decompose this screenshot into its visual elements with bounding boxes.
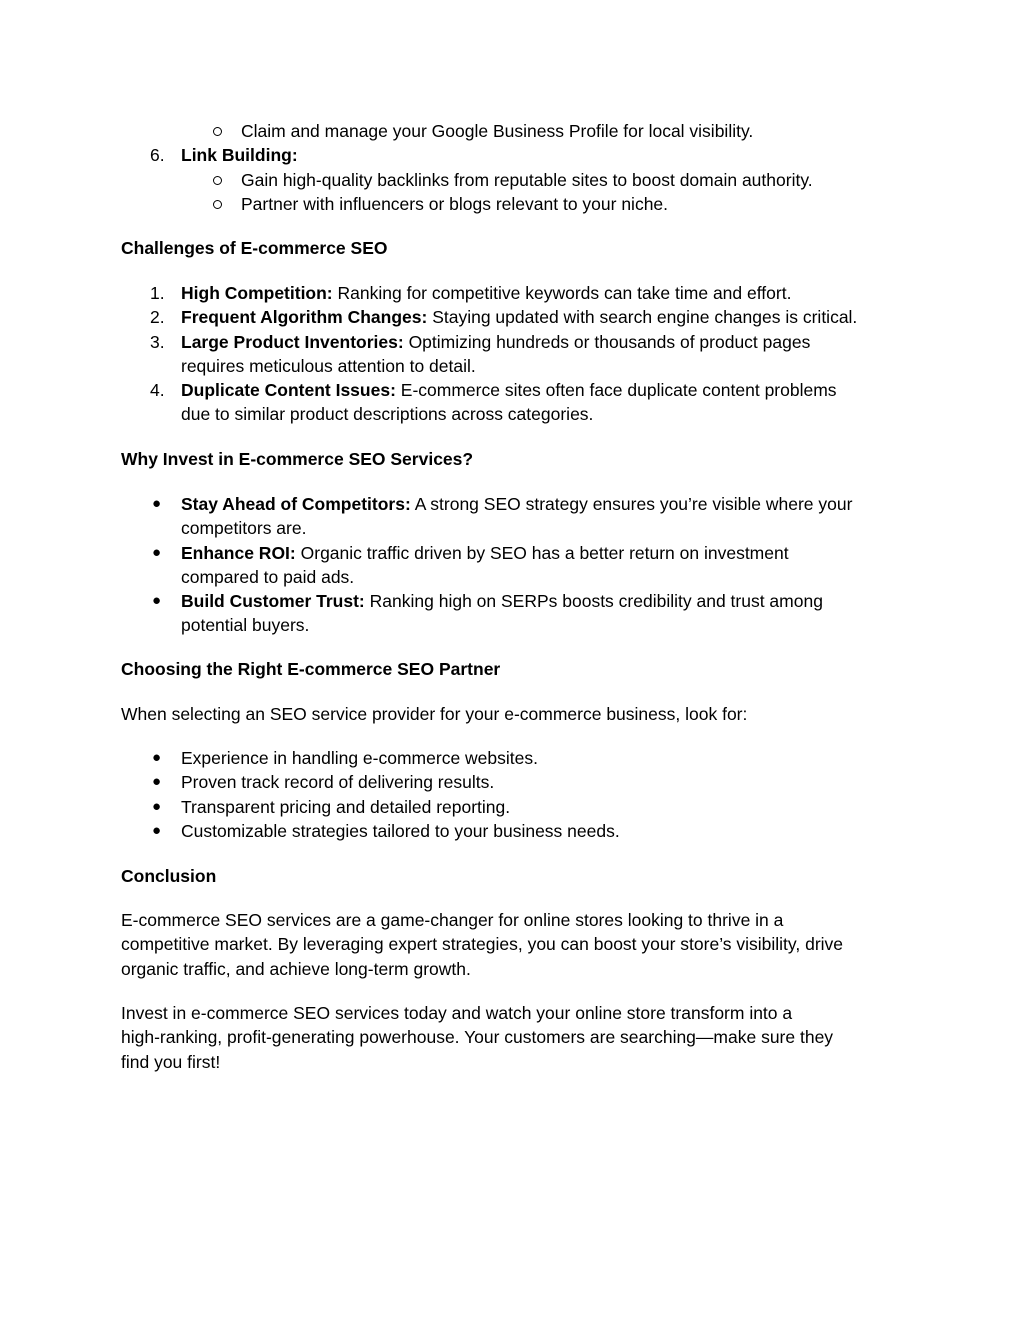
list-number: 4. <box>150 380 165 401</box>
list-item-continuation <box>121 565 901 589</box>
list-item-text <box>181 492 852 516</box>
section-heading: Choosing the Right E-commerce SEO Partner <box>121 659 501 679</box>
paragraph-line: organic traffic, and achieve long-term growth. <box>121 958 471 979</box>
section-heading: Challenges of E-commerce SEO <box>121 238 388 258</box>
list-item-label: Duplicate Content Issues: <box>181 380 396 401</box>
challenges-list <box>121 281 901 427</box>
list-item-text: Partner with influencers or blogs relevant to your niche. <box>241 193 669 214</box>
list-item-body: Ranking for competitive keywords can take time and effort. <box>337 283 792 303</box>
list-item <box>121 378 901 402</box>
paragraph-line: E-commerce SEO services are a game-changer for online stores looking to thrive in a <box>121 910 784 930</box>
list-item-body: Optimizing hundreds or thousands of product pages <box>408 331 811 352</box>
paragraph-line: competitive market. By leveraging expert strategies, you can boost your store’s visibility, drive <box>121 934 844 955</box>
list-item-text <box>181 281 791 305</box>
list-item-label: Build Customer Trust: <box>181 591 365 612</box>
paragraph-line: high-ranking, profit-generating powerhouse. Your customers are searching—make sure they <box>121 1027 834 1048</box>
list-item-label: High Competition: <box>181 283 333 303</box>
list-item <box>121 492 901 516</box>
section-heading: Why Invest in E-commerce SEO Services? <box>121 449 474 469</box>
section-heading: Conclusion <box>121 866 217 886</box>
list-item-body: E-commerce sites often face duplicate content problems <box>400 380 837 401</box>
list-item <box>121 589 901 613</box>
list-item-text: Gain high-quality backlinks from reputable sites to boost domain authority. <box>241 169 813 190</box>
list-item-text: Proven track record of delivering results. <box>181 772 495 793</box>
why-invest-list <box>121 492 901 638</box>
list-item-text <box>181 378 837 402</box>
list-item-body: A strong SEO strategy ensures you’re visible where your <box>414 494 853 514</box>
list-item <box>121 819 901 843</box>
list-item-body: competitors are. <box>181 518 307 539</box>
list-item-continuation <box>121 613 901 637</box>
list-item-body: potential buyers. <box>181 615 310 636</box>
paragraph-line: find you first! <box>121 1051 221 1072</box>
hollow-bullet-icon <box>213 127 222 136</box>
list-item-text <box>181 305 857 329</box>
list-item-body: due to similar product descriptions across categories. <box>181 404 594 425</box>
choosing-list <box>121 746 901 843</box>
paragraph: When selecting an SEO service provider for your e-commerce business, look for: <box>121 704 748 724</box>
list-item <box>121 795 901 819</box>
bullet-icon: ● <box>152 773 162 791</box>
bullet-icon: ● <box>152 592 162 610</box>
list-item-label: Large Product Inventories: <box>181 331 404 352</box>
bullet-icon: ● <box>152 543 162 561</box>
list-item-text <box>181 330 810 354</box>
list-item-text: Experience in handling e-commerce websites. <box>181 748 538 768</box>
bullet-icon: ● <box>152 495 162 512</box>
list-item-body: requires meticulous attention to detail. <box>181 355 476 376</box>
list-item-text <box>181 541 789 565</box>
list-item <box>121 770 901 794</box>
list-number: 6. <box>150 145 165 166</box>
list-number: 1. <box>150 283 165 303</box>
hollow-bullet-icon <box>213 176 222 185</box>
list-item-continuation <box>121 354 901 378</box>
bullet-icon: ● <box>152 821 162 839</box>
bullet-icon: ● <box>152 797 162 815</box>
list-item-text: Customizable strategies tailored to your business needs. <box>181 820 620 841</box>
list-item <box>121 541 901 565</box>
list-number: 2. <box>150 307 165 328</box>
hollow-bullet-icon <box>213 200 222 209</box>
list-item-label: Frequent Algorithm Changes: <box>181 307 428 328</box>
top-list <box>121 119 901 216</box>
paragraph <box>121 908 901 981</box>
list-item-body: compared to paid ads. <box>181 566 355 587</box>
list-item-text: Claim and manage your Google Business Profile for local visibility. <box>241 121 754 141</box>
list-item-label: Stay Ahead of Competitors: <box>181 494 411 514</box>
list-item <box>121 192 901 216</box>
list-item-body: Organic traffic driven by SEO has a better return on investment <box>300 542 789 563</box>
list-item-text: Transparent pricing and detailed reporting. <box>181 796 511 817</box>
list-item-text <box>181 589 823 613</box>
list-item <box>121 119 901 143</box>
list-item-label: Enhance ROI: <box>181 542 296 563</box>
list-item-continuation <box>121 402 901 426</box>
list-item-continuation <box>121 516 901 540</box>
list-item <box>121 281 901 305</box>
list-item <box>121 305 901 329</box>
list-item-body: Staying updated with search engine changes is critical. <box>432 307 858 328</box>
list-item-label: Link Building: <box>181 145 298 166</box>
paragraph <box>121 1001 901 1074</box>
list-item <box>121 746 901 770</box>
list-item <box>121 330 901 354</box>
list-item <box>121 143 901 167</box>
list-item <box>121 168 901 192</box>
list-number: 3. <box>150 331 165 352</box>
paragraph-line: Invest in e-commerce SEO services today and watch your online store transform into a <box>121 1003 793 1023</box>
bullet-icon: ● <box>152 749 162 766</box>
list-item-body: Ranking high on SERPs boosts credibility and trust among <box>369 591 823 612</box>
